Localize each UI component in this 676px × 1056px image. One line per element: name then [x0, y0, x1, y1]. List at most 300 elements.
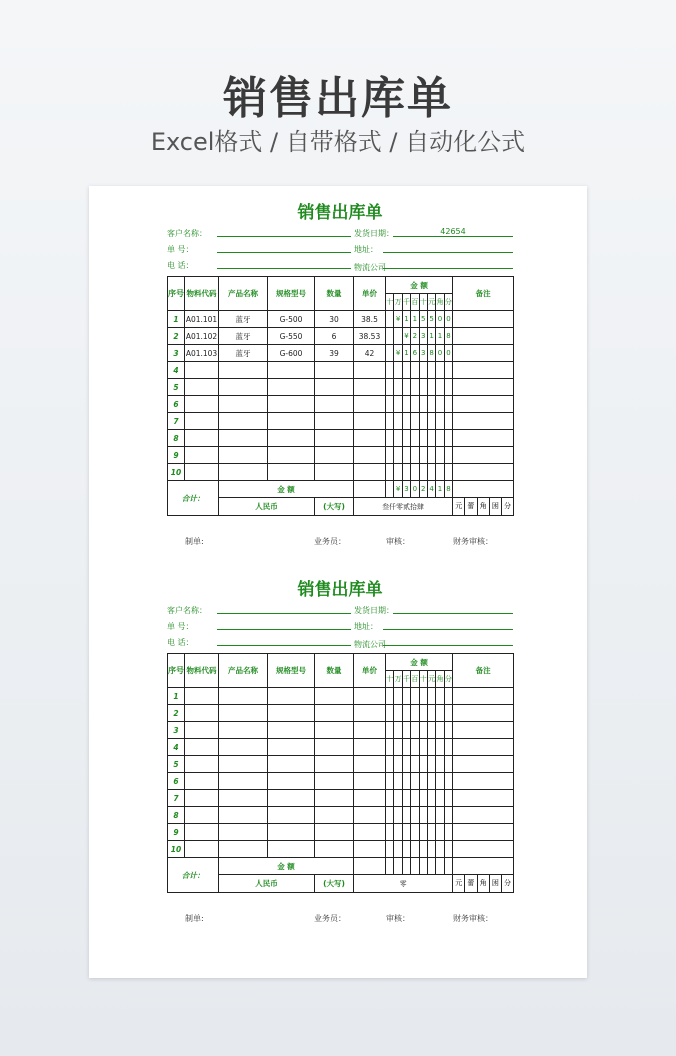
- row-amount-digit: [394, 362, 402, 379]
- table-row: [168, 705, 514, 722]
- row-qty[interactable]: [315, 739, 354, 756]
- total-words-row: [168, 875, 514, 893]
- total-in-words: 零: [354, 875, 453, 893]
- row-price[interactable]: [354, 722, 386, 739]
- row-price[interactable]: [354, 841, 386, 858]
- row-product[interactable]: [219, 790, 268, 807]
- row-amount-digit: 2: [411, 328, 419, 345]
- row-amount-digit: [427, 464, 435, 481]
- row-spec[interactable]: [268, 396, 315, 413]
- row-amount-digit: [427, 362, 435, 379]
- row-amount-digit: [394, 464, 402, 481]
- row-code[interactable]: [185, 430, 219, 447]
- row-spec[interactable]: [268, 773, 315, 790]
- order-no-field[interactable]: [217, 620, 351, 630]
- total-amount-digit: [386, 858, 394, 875]
- total-amount-digit: 8: [444, 481, 452, 498]
- row-code[interactable]: [185, 824, 219, 841]
- ship-date-field[interactable]: 42654: [393, 227, 513, 237]
- row-product[interactable]: [219, 722, 268, 739]
- row-spec[interactable]: [268, 362, 315, 379]
- row-amount-digit: 1: [402, 311, 410, 328]
- row-remark[interactable]: [453, 396, 514, 413]
- address-label: 地址：: [354, 622, 378, 631]
- row-price[interactable]: [354, 362, 386, 379]
- currency-unit: 分: [501, 498, 513, 515]
- row-amount-digit: [402, 379, 410, 396]
- logistics-field[interactable]: [383, 259, 513, 269]
- row-product[interactable]: [219, 464, 268, 481]
- row-amount-digit: [402, 756, 410, 773]
- row-amount-digit: [444, 824, 452, 841]
- currency-unit: 元: [455, 502, 463, 510]
- currency-unit: 蕾: [464, 875, 476, 892]
- row-amount-digit: [402, 807, 410, 824]
- row-price[interactable]: [354, 447, 386, 464]
- row-amount-digit: [419, 824, 427, 841]
- digit-place-header: 十: [386, 671, 394, 688]
- table-header-row: [168, 654, 514, 671]
- row-amount-digit: [411, 722, 419, 739]
- row-qty[interactable]: [315, 841, 354, 858]
- row-amount-digit: [436, 841, 444, 858]
- row-code[interactable]: [185, 841, 219, 858]
- row-amount-digit: [419, 447, 427, 464]
- row-amount-digit: [427, 447, 435, 464]
- row-spec[interactable]: [268, 756, 315, 773]
- table-row: [168, 396, 514, 413]
- row-qty[interactable]: [315, 379, 354, 396]
- row-remark[interactable]: [453, 824, 514, 841]
- row-remark[interactable]: [453, 345, 514, 362]
- row-price[interactable]: [354, 413, 386, 430]
- row-amount-digit: [419, 464, 427, 481]
- row-product[interactable]: [219, 705, 268, 722]
- row-spec[interactable]: G-600: [268, 345, 315, 362]
- row-amount-digit: [444, 790, 452, 807]
- paper-sheet: [89, 186, 587, 978]
- row-product[interactable]: [219, 807, 268, 824]
- row-amount-digit: [411, 790, 419, 807]
- row-product[interactable]: 蓝牙: [219, 311, 268, 328]
- row-amount-digit: [402, 705, 410, 722]
- row-amount-digit: [427, 705, 435, 722]
- col-spec: 规格型号: [268, 277, 315, 311]
- row-product[interactable]: [219, 739, 268, 756]
- row-code[interactable]: [185, 413, 219, 430]
- row-qty[interactable]: [315, 773, 354, 790]
- form-title: 销售出库单: [297, 580, 383, 600]
- table-row: [168, 841, 514, 858]
- row-code[interactable]: [185, 396, 219, 413]
- row-product[interactable]: [219, 773, 268, 790]
- row-spec[interactable]: [268, 413, 315, 430]
- total-amount-digit: 1: [436, 481, 444, 498]
- row-remark[interactable]: [453, 739, 514, 756]
- row-code[interactable]: [185, 705, 219, 722]
- row-qty[interactable]: 6: [315, 328, 354, 345]
- digit-place-header: 百: [411, 294, 419, 311]
- row-amount-digit: [427, 773, 435, 790]
- row-amount-digit: [394, 790, 402, 807]
- row-spec[interactable]: [268, 447, 315, 464]
- row-code[interactable]: A01.103: [185, 345, 219, 362]
- row-code[interactable]: A01.101: [185, 311, 219, 328]
- table-row: [168, 379, 514, 396]
- col-qty: 数量: [315, 654, 354, 688]
- row-amount-digit: [444, 447, 452, 464]
- row-amount-digit: [411, 705, 419, 722]
- table-row: [168, 362, 514, 379]
- digit-place-header: 角: [436, 294, 444, 311]
- row-qty[interactable]: [315, 464, 354, 481]
- row-seq: 4: [168, 362, 185, 379]
- total-remark-cell: [453, 481, 514, 498]
- col-price: 单价: [354, 654, 386, 688]
- col-amount: 金 额: [386, 654, 453, 671]
- row-remark[interactable]: [453, 362, 514, 379]
- total-label: 合计：: [168, 481, 219, 516]
- col-remark: 备注: [453, 277, 514, 311]
- row-code[interactable]: [185, 773, 219, 790]
- logistics-field[interactable]: [383, 636, 513, 646]
- phone-label: 电 话：: [167, 261, 194, 270]
- row-spec[interactable]: [268, 688, 315, 705]
- total-price-cell: [354, 481, 386, 498]
- audit-label: 审核：: [386, 537, 410, 546]
- currency-unit: 角: [477, 875, 489, 892]
- row-amount-digit: [394, 379, 402, 396]
- row-amount-digit: [436, 464, 444, 481]
- row-product[interactable]: [219, 413, 268, 430]
- row-amount-digit: [419, 739, 427, 756]
- row-amount-digit: [436, 362, 444, 379]
- row-product[interactable]: [219, 756, 268, 773]
- row-amount-digit: ¥: [394, 311, 402, 328]
- row-remark[interactable]: [453, 447, 514, 464]
- col-spec: 规格型号: [268, 654, 315, 688]
- row-amount-digit: [386, 413, 394, 430]
- total-row: [168, 481, 514, 498]
- row-price[interactable]: 38.5: [354, 311, 386, 328]
- row-amount-digit: [386, 447, 394, 464]
- row-seq: 1: [168, 311, 185, 328]
- row-amount-digit: [394, 413, 402, 430]
- table-row: [168, 688, 514, 705]
- digit-place-header: 元: [427, 671, 435, 688]
- row-remark[interactable]: [453, 841, 514, 858]
- row-amount-digit: [411, 430, 419, 447]
- row-amount-digit: [411, 739, 419, 756]
- row-product[interactable]: [219, 688, 268, 705]
- row-code[interactable]: [185, 362, 219, 379]
- row-seq: 8: [168, 430, 185, 447]
- row-qty[interactable]: [315, 756, 354, 773]
- row-remark[interactable]: [453, 790, 514, 807]
- currency-unit: 困: [489, 498, 501, 515]
- row-qty[interactable]: [315, 824, 354, 841]
- row-qty[interactable]: [315, 396, 354, 413]
- address-field[interactable]: [383, 243, 513, 253]
- order-no-field[interactable]: [217, 243, 351, 253]
- table-header-row: [168, 277, 514, 294]
- row-amount-digit: 1: [427, 328, 435, 345]
- row-spec[interactable]: [268, 430, 315, 447]
- row-amount-digit: [427, 824, 435, 841]
- row-remark[interactable]: [453, 722, 514, 739]
- row-amount-digit: [419, 790, 427, 807]
- row-qty[interactable]: [315, 807, 354, 824]
- row-seq: 9: [168, 447, 185, 464]
- row-amount-digit: 3: [419, 328, 427, 345]
- logistics-label: 物流公司: [354, 640, 386, 649]
- row-code[interactable]: [185, 756, 219, 773]
- row-amount-digit: ¥: [402, 328, 410, 345]
- row-remark[interactable]: [453, 311, 514, 328]
- row-product[interactable]: [219, 430, 268, 447]
- row-amount-digit: [411, 824, 419, 841]
- row-remark[interactable]: [453, 773, 514, 790]
- row-remark[interactable]: [453, 430, 514, 447]
- row-amount-digit: [436, 739, 444, 756]
- phone-field[interactable]: [217, 259, 351, 269]
- row-code[interactable]: [185, 464, 219, 481]
- row-amount-digit: [419, 807, 427, 824]
- row-amount-digit: [427, 790, 435, 807]
- total-amount-digit: [436, 858, 444, 875]
- row-amount-digit: [386, 790, 394, 807]
- row-amount-digit: 5: [419, 311, 427, 328]
- row-qty[interactable]: [315, 790, 354, 807]
- row-amount-digit: 1: [402, 345, 410, 362]
- row-seq: 8: [168, 807, 185, 824]
- row-product[interactable]: [219, 447, 268, 464]
- row-amount-digit: 0: [444, 311, 452, 328]
- row-amount-digit: [436, 688, 444, 705]
- row-price[interactable]: [354, 807, 386, 824]
- col-product: 产品名称: [219, 654, 268, 688]
- row-amount-digit: [436, 807, 444, 824]
- row-amount-digit: [386, 379, 394, 396]
- row-price[interactable]: [354, 688, 386, 705]
- row-price[interactable]: [354, 756, 386, 773]
- row-price[interactable]: [354, 379, 386, 396]
- row-amount-digit: [402, 413, 410, 430]
- row-price[interactable]: [354, 464, 386, 481]
- digit-place-header: 百: [411, 671, 419, 688]
- total-amount-label: 金 额: [219, 858, 354, 875]
- hero-title: 销售出库单: [223, 73, 453, 124]
- row-qty[interactable]: [315, 688, 354, 705]
- items-table: [167, 653, 514, 893]
- row-spec[interactable]: [268, 824, 315, 841]
- rmb-label: 人民币: [219, 498, 315, 516]
- total-amount-digit: [411, 858, 419, 875]
- row-product[interactable]: [219, 841, 268, 858]
- row-product[interactable]: [219, 824, 268, 841]
- row-amount-digit: [419, 688, 427, 705]
- row-amount-digit: [386, 773, 394, 790]
- row-amount-digit: [427, 841, 435, 858]
- row-code[interactable]: [185, 790, 219, 807]
- row-amount-digit: 0: [436, 345, 444, 362]
- row-spec[interactable]: [268, 722, 315, 739]
- row-spec[interactable]: [268, 807, 315, 824]
- row-seq: 9: [168, 824, 185, 841]
- currency-unit: 元: [455, 879, 463, 887]
- form-title: 销售出库单: [297, 203, 383, 223]
- row-qty[interactable]: 39: [315, 345, 354, 362]
- row-amount-digit: [402, 362, 410, 379]
- row-spec[interactable]: [268, 379, 315, 396]
- row-price[interactable]: [354, 739, 386, 756]
- finance-audit-label: 财务审核：: [453, 914, 493, 923]
- total-label: 合计：: [168, 858, 219, 893]
- row-code[interactable]: A01.102: [185, 328, 219, 345]
- row-amount-digit: [394, 739, 402, 756]
- row-amount-digit: 6: [411, 345, 419, 362]
- row-price[interactable]: 42: [354, 345, 386, 362]
- row-qty[interactable]: [315, 447, 354, 464]
- row-amount-digit: [386, 722, 394, 739]
- digit-place-header: 十: [419, 671, 427, 688]
- row-code[interactable]: [185, 739, 219, 756]
- form-header-fields: [167, 603, 513, 653]
- row-amount-digit: [411, 807, 419, 824]
- row-amount-digit: 8: [427, 345, 435, 362]
- row-code[interactable]: [185, 447, 219, 464]
- row-code[interactable]: [185, 379, 219, 396]
- row-code[interactable]: [185, 807, 219, 824]
- row-amount-digit: [419, 396, 427, 413]
- col-amount: 金 额: [386, 277, 453, 294]
- row-qty[interactable]: 30: [315, 311, 354, 328]
- row-amount-digit: [419, 722, 427, 739]
- col-code: 物料代码: [185, 277, 219, 311]
- logistics-label: 物流公司: [354, 263, 386, 272]
- row-amount-digit: [436, 379, 444, 396]
- row-amount-digit: [444, 379, 452, 396]
- row-amount-digit: 0: [436, 311, 444, 328]
- phone-field[interactable]: [217, 636, 351, 646]
- row-amount-digit: [444, 464, 452, 481]
- customer-field[interactable]: [217, 227, 351, 237]
- table-row: [168, 739, 514, 756]
- row-amount-digit: [419, 413, 427, 430]
- row-amount-digit: [411, 413, 419, 430]
- maker-label: 制单:: [185, 537, 204, 546]
- table-row: [168, 722, 514, 739]
- digit-place-header: 千: [402, 294, 410, 311]
- row-product[interactable]: [219, 362, 268, 379]
- row-remark[interactable]: [453, 328, 514, 345]
- row-spec[interactable]: G-550: [268, 328, 315, 345]
- row-seq: 2: [168, 705, 185, 722]
- row-amount-digit: [402, 396, 410, 413]
- row-price[interactable]: [354, 396, 386, 413]
- row-qty[interactable]: [315, 705, 354, 722]
- address-label: 地址：: [354, 245, 378, 254]
- row-amount-digit: [394, 396, 402, 413]
- row-qty[interactable]: [315, 722, 354, 739]
- col-qty: 数量: [315, 277, 354, 311]
- row-amount-digit: [402, 430, 410, 447]
- row-seq: 4: [168, 739, 185, 756]
- row-price[interactable]: [354, 790, 386, 807]
- row-seq: 6: [168, 773, 185, 790]
- row-amount-digit: 5: [427, 311, 435, 328]
- row-amount-digit: [386, 688, 394, 705]
- row-amount-digit: [419, 841, 427, 858]
- row-amount-digit: [436, 396, 444, 413]
- row-price[interactable]: [354, 773, 386, 790]
- row-remark[interactable]: [453, 379, 514, 396]
- row-price[interactable]: [354, 824, 386, 841]
- row-spec[interactable]: [268, 841, 315, 858]
- row-spec[interactable]: G-500: [268, 311, 315, 328]
- currency-unit: 分: [501, 875, 513, 892]
- row-seq: 7: [168, 790, 185, 807]
- row-price[interactable]: [354, 430, 386, 447]
- sales-outbound-form-2: [167, 577, 513, 927]
- row-amount-digit: [444, 413, 452, 430]
- row-remark[interactable]: [453, 756, 514, 773]
- row-code[interactable]: [185, 722, 219, 739]
- customer-field[interactable]: [217, 604, 351, 614]
- row-remark[interactable]: [453, 688, 514, 705]
- row-amount-digit: [394, 807, 402, 824]
- row-amount-digit: [411, 688, 419, 705]
- total-amount-label: 金 额: [219, 481, 354, 498]
- row-price[interactable]: 38.53: [354, 328, 386, 345]
- row-amount-digit: [436, 756, 444, 773]
- row-amount-digit: [444, 807, 452, 824]
- row-product[interactable]: 蓝牙: [219, 328, 268, 345]
- row-qty[interactable]: [315, 413, 354, 430]
- ship-date-field[interactable]: [393, 604, 513, 614]
- row-product[interactable]: 蓝牙: [219, 345, 268, 362]
- row-spec[interactable]: [268, 464, 315, 481]
- row-remark[interactable]: [453, 807, 514, 824]
- row-product[interactable]: [219, 379, 268, 396]
- currency-units: [453, 498, 514, 516]
- row-remark[interactable]: [453, 705, 514, 722]
- row-amount-digit: [444, 688, 452, 705]
- row-spec[interactable]: [268, 790, 315, 807]
- row-qty[interactable]: [315, 430, 354, 447]
- row-spec[interactable]: [268, 739, 315, 756]
- row-remark[interactable]: [453, 464, 514, 481]
- row-spec[interactable]: [268, 705, 315, 722]
- salesperson-label: 业务员：: [314, 537, 346, 546]
- row-qty[interactable]: [315, 362, 354, 379]
- col-price: 单价: [354, 277, 386, 311]
- customer-label: 客户名称：: [167, 606, 207, 615]
- row-code[interactable]: [185, 688, 219, 705]
- currency-units: [453, 875, 514, 893]
- row-amount-digit: [444, 396, 452, 413]
- digit-place-header: 角: [436, 671, 444, 688]
- row-product[interactable]: [219, 396, 268, 413]
- row-amount-digit: [394, 328, 402, 345]
- ship-date-label: 发货日期：: [354, 229, 394, 238]
- currency-unit: 角: [477, 498, 489, 515]
- row-price[interactable]: [354, 705, 386, 722]
- row-amount-digit: [386, 396, 394, 413]
- address-field[interactable]: [383, 620, 513, 630]
- row-remark[interactable]: [453, 413, 514, 430]
- row-amount-digit: [394, 447, 402, 464]
